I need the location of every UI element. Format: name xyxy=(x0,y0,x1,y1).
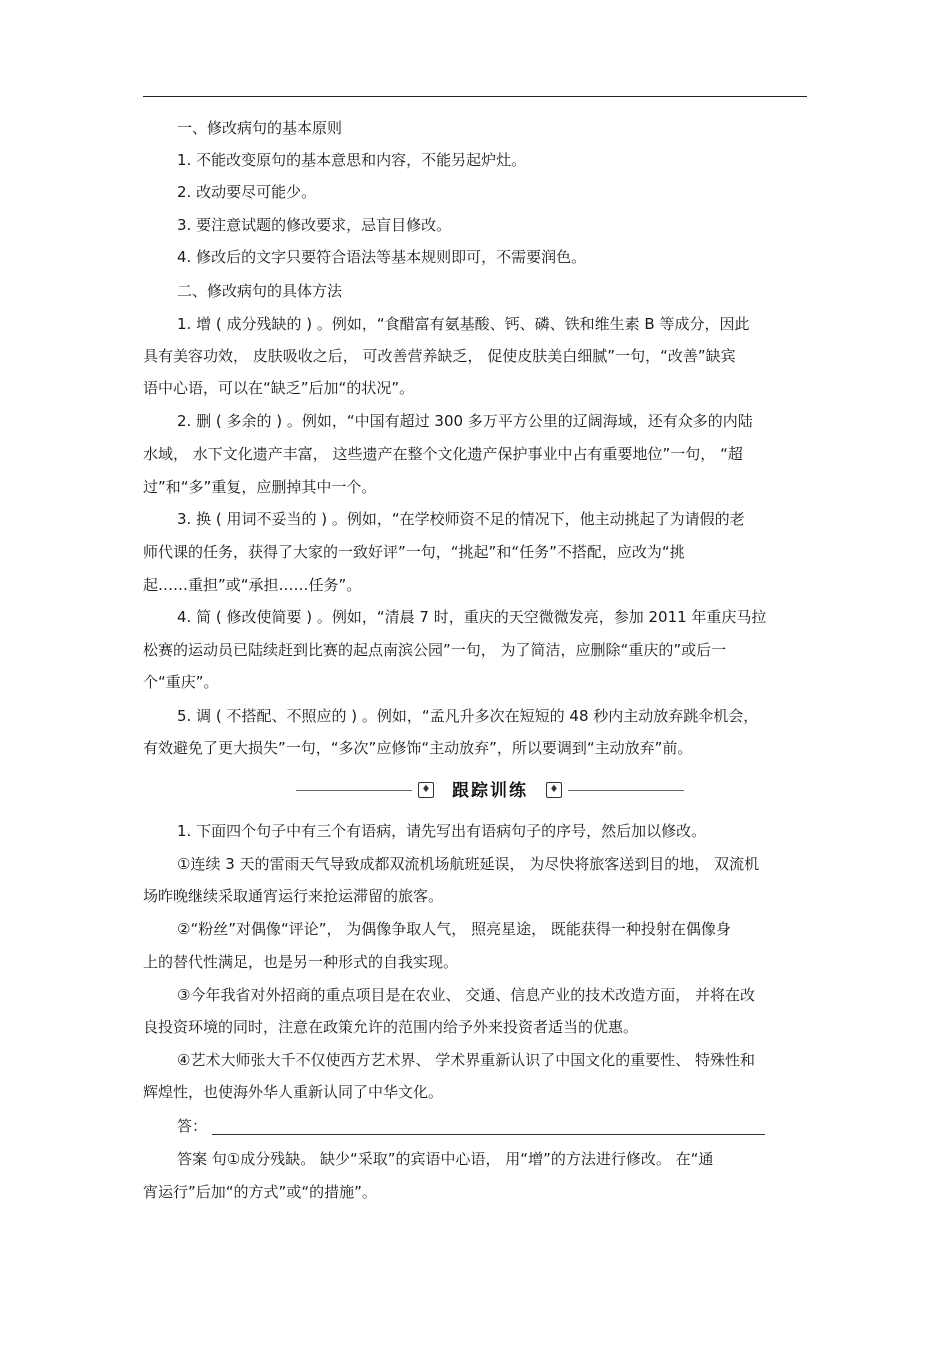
principles-heading: 一、修改病句的基本原则 xyxy=(177,119,343,137)
method-line: 有效避免了更大损失”一句，“多次”应修饰“主动放弃”，所以要调到“主动放弃”前。 xyxy=(143,739,693,757)
method-line: 个“重庆”。 xyxy=(143,673,219,691)
method-line: 水域， 水下文化遗产丰富， 这些遗产在整个文化遗产保护事业中占有重要地位”一句， “超 xyxy=(143,445,743,463)
method-line: 松赛的运动员已陆续赶到比赛的起点南滨公园”一句， 为了简洁，应删除“重庆的”或后一 xyxy=(143,641,727,659)
method-line: 3. 换 ( 用词不妥当的 ) 。例如，“在学校师资不足的情况下，他主动挑起了为请假的老 xyxy=(177,510,745,528)
sentence-line: 上的替代性满足，也是另一种形式的自我实现。 xyxy=(143,953,459,971)
principle-item: 1. 不能改变原句的基本意思和内容，不能另起炉灶。 xyxy=(177,151,527,169)
sentence-line: ④艺术大师张大千不仅使西方艺术界、 学术界重新认识了中国文化的重要性、 特殊性和 xyxy=(177,1051,755,1069)
method-line: 师代课的任务，获得了大家的一致好评”一句，“挑起”和“任务”不搭配，应改为“挑 xyxy=(143,543,685,561)
method-line: 5. 调 ( 不搭配、不照应的 ) 。例如，“孟凡升多次在短短的 48 秒内主动放弃跳伞机会， xyxy=(177,707,759,725)
method-line: 起……重担”或“承担……任务”。 xyxy=(143,576,362,594)
flame-icon: ♦ xyxy=(418,782,434,798)
method-line: 语中心语，可以在“缺乏”后加“的状况”。 xyxy=(143,379,415,397)
method-line: 具有美容功效， 皮肤吸收之后， 可改善营养缺乏， 促使皮肤美白细腻”一句，“改善”缺宾 xyxy=(143,347,736,365)
section-title: 跟踪训练 xyxy=(452,781,528,801)
method-line: 2. 删 ( 多余的 ) 。例如，“中国有超过 300 多万平方公里的辽阔海域，还有众多的内陆 xyxy=(177,412,753,430)
sentence-line: 辉煌性，也使海外华人重新认同了中华文化。 xyxy=(143,1083,444,1101)
banner-rule-right xyxy=(568,790,684,791)
sentence-line: 良投资环境的同时，注意在政策允许的范围内给予外来投资者适当的优惠。 xyxy=(143,1018,639,1036)
header-rule xyxy=(143,96,807,97)
answer-blank[interactable] xyxy=(212,1134,765,1135)
answer-label: 答： xyxy=(177,1117,208,1135)
principle-item: 3. 要注意试题的修改要求，忌盲目修改。 xyxy=(177,216,452,234)
sentence-line: 场昨晚继续采取通宵运行来抢运滞留的旅客。 xyxy=(143,887,444,905)
solution-line: 答案 句①成分残缺。 缺少“采取”的宾语中心语， 用“增”的方法进行修改。 在“通 xyxy=(177,1150,714,1168)
section-banner xyxy=(296,780,684,802)
method-line: 4. 简 ( 修改使简要 ) 。例如，“清晨 7 时，重庆的天空微微发亮，参加 2011 年重庆马拉 xyxy=(177,608,767,626)
sentence-line: ③今年我省对外招商的重点项目是在农业、 交通、信息产业的技术改造方面， 并将在改 xyxy=(177,986,755,1004)
flame-icon: ♦ xyxy=(546,782,562,798)
methods-heading: 二、修改病句的具体方法 xyxy=(177,282,343,300)
sentence-line: ①连续 3 天的雷雨天气导致成都双流机场航班延误， 为尽快将旅客送到目的地， 双流机 xyxy=(177,855,760,873)
banner-rule-left xyxy=(296,790,412,791)
principle-item: 4. 修改后的文字只要符合语法等基本规则即可，不需要润色。 xyxy=(177,248,587,266)
sentence-line: ②“粉丝”对偶像“评论”， 为偶像争取人气， 照亮星途， 既能获得一种投射在偶像身 xyxy=(177,920,731,938)
method-line: 过”和“多”重复，应删掉其中一个。 xyxy=(143,478,377,496)
solution-line: 宵运行”后加“的方式”或“的措施”。 xyxy=(143,1183,377,1201)
question-stem: 1. 下面四个句子中有三个有语病，请先写出有语病句子的序号，然后加以修改。 xyxy=(177,822,707,840)
method-line: 1. 增 ( 成分残缺的 ) 。例如，“食醋富有氨基酸、钙、磷、铁和维生素 B 等成分，因此 xyxy=(177,315,750,333)
principle-item: 2. 改动要尽可能少。 xyxy=(177,183,317,201)
